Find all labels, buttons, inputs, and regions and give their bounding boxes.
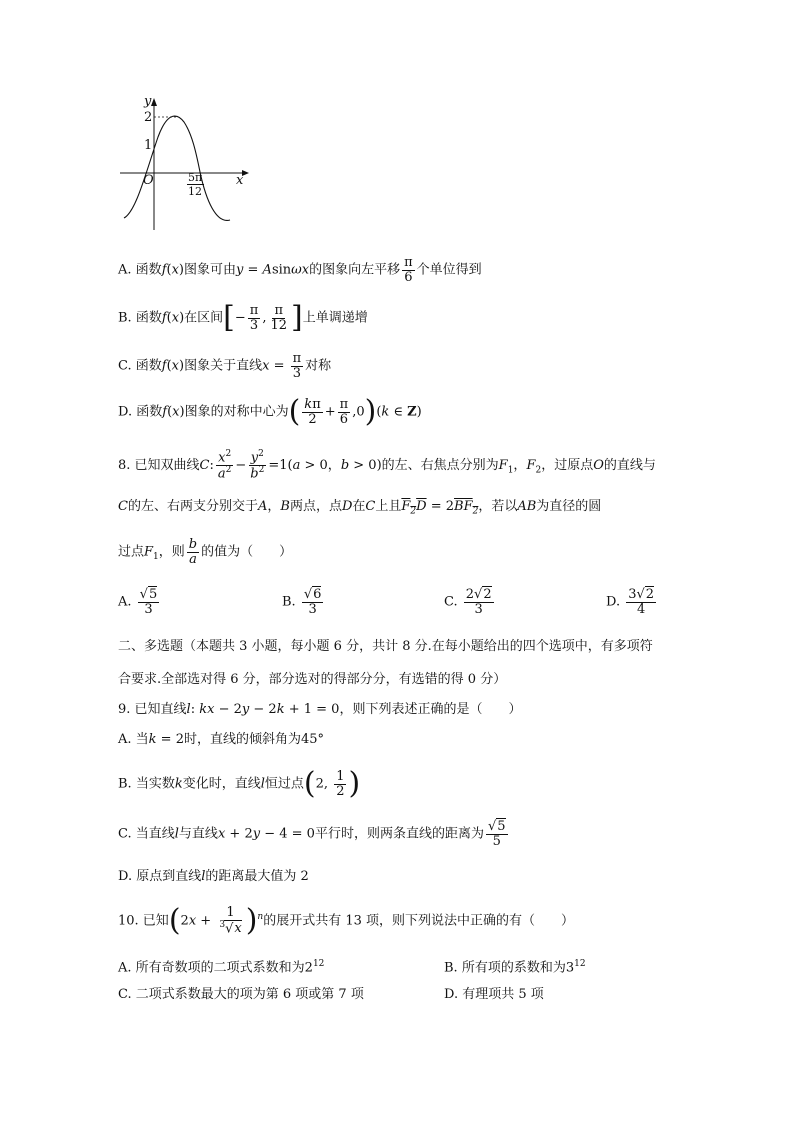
q7-option-a[interactable]: A. 函数f(x)图象可由y = Asinωx的图象向左平移 $\frac{\pi}{6}$ 个单位得到 [118,255,482,285]
q7-option-c[interactable]: C. 函数f(x)图象关于直线x = $\frac{\pi}{3}$ 对称 [118,351,332,381]
graph-x-tick-num: 5π [188,171,203,184]
q7-option-b[interactable]: B. 函数f(x)在区间[− $\frac{\pi}{3}$ , $\frac{\pi}{12}$ ]上单调递增 [118,300,368,335]
q8-option-b[interactable]: B. $\frac{√6}{3}$ [282,587,322,617]
q8-line-3: 过点$F_1$，则 $\frac{b}{a}$ 的值为（ ） [118,537,293,567]
graph-y-tick-1: 1 [144,138,153,153]
section-heading-line-2: 合要求.全部选对得 6 分，部分选对的得部分分，有选错的得 0 分） [118,672,507,687]
q10-option-a[interactable]: A. 所有奇数项的二项式系数和为$2^{12}$ [118,959,325,976]
graph-x-tick-den: 12 [188,185,202,198]
graph-y-tick-2: 2 [144,110,153,125]
q10-option-d[interactable]: D. 有理项共 5 项 [444,987,544,1002]
q9-option-d[interactable]: D. 原点到直线l的距离最大值为 2 [118,869,309,884]
q9-option-b[interactable]: B. 当实数k变化时，直线l恒过点(2, $\frac{1}{2}$ ) [118,766,361,801]
graph-origin-label: O [143,173,154,188]
q8-option-c[interactable]: C. $\frac{2√2}{3}$ [444,587,492,617]
q8-option-a[interactable]: A. $\frac{√5}{3}$ [118,587,158,617]
q8-line-2: C的左、右两支分别交于A，B两点，点D在C上且$F_2D = 2BF_2$，若以AB为直径的圆 [118,499,602,517]
q10-option-b[interactable]: B. 所有项的系数和为$3^{12}$ [444,959,586,976]
q10-stem: 10. 已知(2x + $\frac{1}{^3√x}$ )$^n$的展开式共有 13 项，则下列说法中正确的有（ ） [118,903,575,938]
q9-option-c[interactable]: C. 当直线l与直线x + 2y − 4 = 0平行时，则两条直线的距离为 $\frac{√5}{5}$ [118,819,506,849]
option-letter: A. [118,262,132,278]
sine-graph [118,92,258,232]
graph-y-label: y [144,94,152,109]
q9-option-a[interactable]: A. 当k = 2时，直线的倾斜角为45° [118,732,325,747]
q7-option-d[interactable]: D. 函数f(x)图象的对称中心为( $\frac{k\pi}{2}$ + $\frac{\pi}{6}$ ,0)(k ∈ Z) [118,394,422,429]
graph-x-label: x [236,173,244,188]
q9-stem: 9. 已知直线l: kx − 2y − 2k + 1 = 0，则下列表述正确的是（ ） [118,702,522,717]
q10-option-c[interactable]: C. 二项式系数最大的项为第 6 项或第 7 项 [118,987,364,1002]
section-heading-line-1: 二、多选题（本题共 3 小题，每小题 6 分，共计 8 分.在每小题给出的四个选项中，有多项符 [118,639,653,654]
q8-option-d[interactable]: D. $\frac{3√2}{4}$ [606,587,655,617]
q8-line-1: 8. 已知双曲线C: $\frac{x^2}{a^2}$ − $\frac{y^2}{b^2}$ =1(a > 0，b > 0)的左、右焦点分别为$F_1$，$F_2$，过原点O的直线与 [118,449,656,482]
